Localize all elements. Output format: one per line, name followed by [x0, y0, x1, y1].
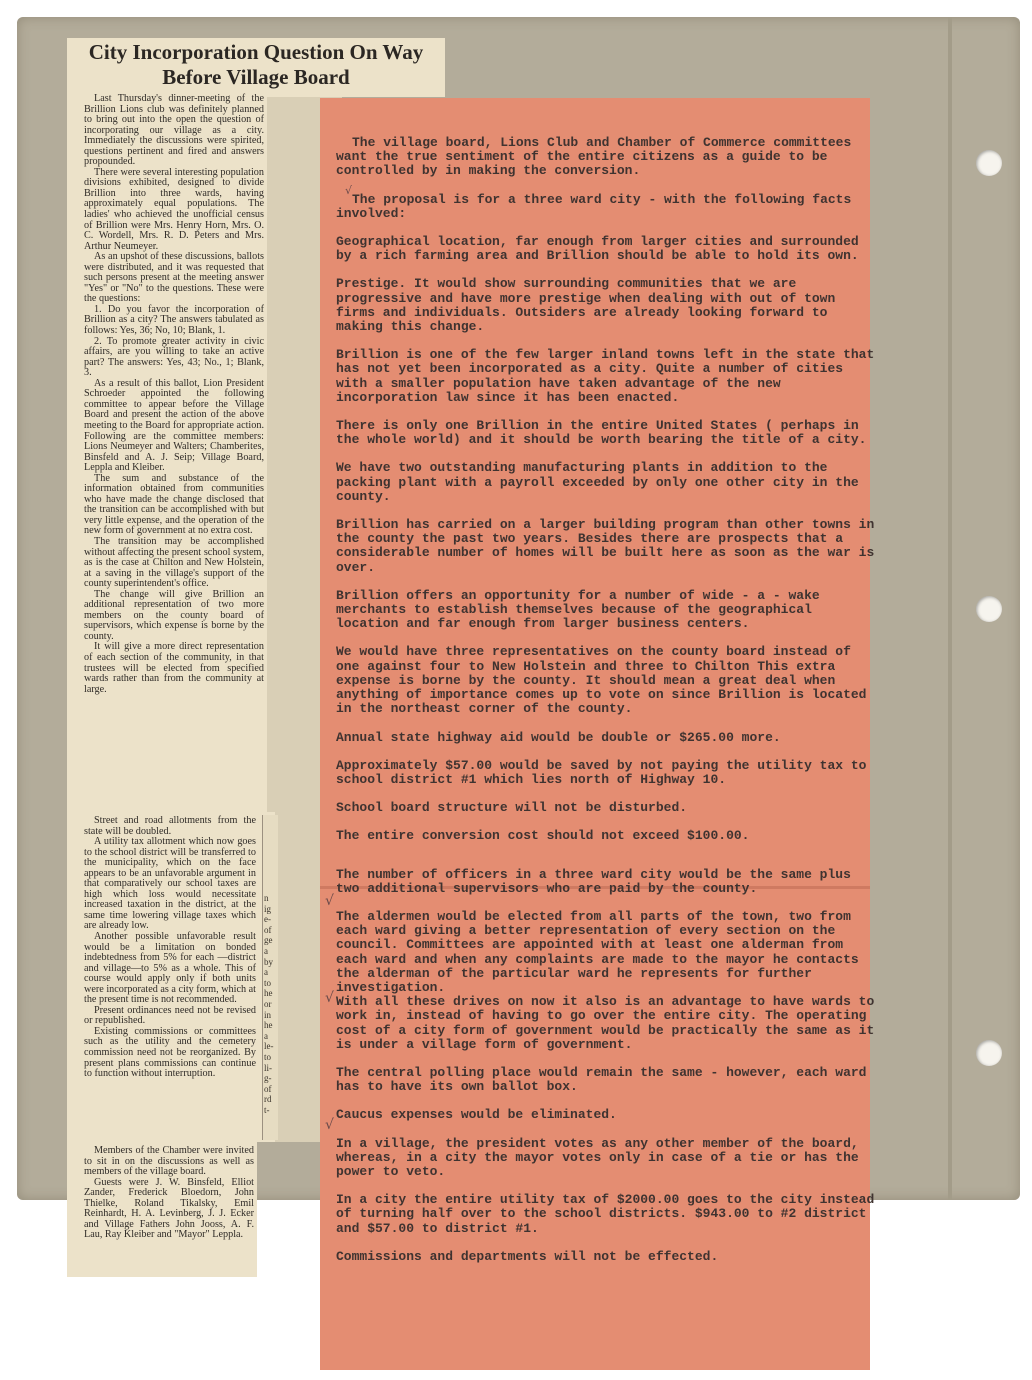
memo-paragraph-10: We would have three representatives on the county board instead of one against four to New Holstein and three to Chilton This extra expense is borne by the county. It should mean a great deal when anything of importance comes up to vote on since Brillion is located in the northeast corner of the county. — [336, 644, 867, 717]
binder-hole-top — [976, 150, 1002, 176]
clipping-column-2 — [84, 816, 256, 1080]
fragment-5: ge — [264, 935, 273, 946]
page-fold-line — [948, 17, 952, 1200]
clipping-paragraph-9: The change will give Brillion an additional representation of two more members on the county board of supervisors, which expense is borne by the county. — [84, 588, 264, 642]
fragment-8: a — [264, 967, 268, 978]
check-mark-3: √ — [325, 1117, 334, 1133]
memo-paragraph-15: The number of officers in a three ward city would be the same plus two additional supervisors who are paid by the county. — [336, 866, 851, 896]
clipping-paragraph-b-2: A utility tax allotment which now goes to the school district will be transferred to the municipality, which on the face appears to be an unfavorable argument in that comparatively our school taxes are high which loss would necessitate increased taxation in the district, at the same time lowering village taxes which are already low. — [84, 836, 256, 932]
check-mark-2: √ — [325, 990, 334, 1006]
memo-body — [336, 136, 876, 1264]
memo-paragraph-6: There is only one Brillion in the entire United States ( perhaps in the whole world) and it should be worth bearing the title of a city. — [336, 418, 867, 448]
fragment-14: he — [264, 1020, 273, 1031]
clipping-paragraph-10: It will give a more direct representation of each section of the community, in that trustees will be elected from specified wards rather than from the community at large. — [84, 641, 264, 695]
fragment-20: of — [264, 1083, 272, 1094]
clipping-column-3 — [84, 1146, 254, 1241]
fragment-2: ig — [264, 903, 272, 914]
fragment-16: le- — [264, 1041, 274, 1052]
clipping-paragraph-b-3: Another possible unfavorable result would be a limitation on bonded indebtedness from 5% for each —district and village—to 5% as a whole. This of course would apply only if both units were incorporated as a city form, which at the present time is not recommended. — [84, 931, 256, 1006]
memo-paragraph-2: The proposal is for a three ward city - with the following facts involved: — [336, 191, 852, 221]
fragment-1: n — [264, 893, 269, 903]
clipping-paragraph-1: Last Thursday's dinner-meeting of the Brillion Lions club was definitely planned to bring out into the open the question of incorporating our village as a city. Immediately the discussions were spirited, questions pertinent and fired and answers propounded. — [84, 93, 264, 168]
memo-paragraph-21: In a city the entire utility tax of $2000.00 goes to the city instead of turning half over to the school districts. $943.00 to #2 district and $57.00 to district #1. — [336, 1192, 875, 1236]
memo-paragraph-3: Geographical location, far enough from larger cities and surrounded by a rich farming area and Brillion should be able to hold its own. — [336, 234, 859, 264]
memo-paragraph-19: Caucus expenses would be eliminated. — [336, 1107, 617, 1123]
fragment-11: or — [264, 998, 272, 1009]
clipping-paragraph-c-1: Members of the Chamber were invited to sit in on the discussions as well as members of the village board. — [84, 1145, 254, 1178]
memo-paragraph-22: Commissions and departments will not be effected. — [336, 1248, 719, 1264]
memo-paragraph-13: School board structure will not be disturbed. — [336, 800, 688, 816]
fragment-19: g- — [264, 1073, 272, 1084]
memo-paragraph-5: Brillion is one of the few larger inland towns left in the state that has not yet been incorporated as a city. Quite a number of cities with a smaller population have taken advantage of the new incorporation law since it has been enacted. — [336, 347, 875, 405]
clipping-headline: City Incorporation Question On Way Before Village Board — [88, 40, 424, 89]
fragment-17: to — [264, 1051, 272, 1062]
clipping-paragraph-b-1: Street and road allotments from the state will be doubled. — [84, 815, 256, 837]
clipping-paragraph-7: The sum and substance of the information obtained from communities who have made the change disclosed that the transition can be accomplished with but very little expense, and the operation of the new form of government at no extra cost. — [84, 472, 264, 537]
fragment-9: to — [264, 977, 272, 988]
clipping-paragraph-3: As an upshot of these discussions, ballots were distributed, and it was requested that such persons present at the meeting answer "Yes" or "No" to the questions. These were the questions: — [84, 251, 264, 305]
check-mark-4: √ — [345, 184, 353, 197]
binder-hole-bottom — [976, 1040, 1002, 1066]
fragment-3: e- — [264, 914, 271, 925]
memo-paragraph-12: Approximately $57.00 would be saved by not paying the utility tax to school district #1 which lies north of Highway 10. — [336, 757, 867, 787]
fragment-13: in — [264, 1009, 272, 1020]
clipping-column-1 — [84, 94, 264, 695]
memo-paragraph-4: Prestige. It would show surrounding communities that we are progressive and have more prestige when dealing with out of town firms and individuals. Outsiders are already looking forward to making this change. — [336, 276, 836, 335]
fragment-15: a — [264, 1030, 268, 1041]
fragment-21: rd — [264, 1094, 272, 1105]
memo-paragraph-17: With all these drives on now it also is an advantage to have wards to work in, instead of having to go over the entire city. The operating cost of a city form of government would be practically the same as it is under a village form of government. — [336, 994, 875, 1052]
memo-paragraph-20: In a village, the president votes as any other member of the board, whereas, in a city the mayor votes only in case of a tie or has the power to veto. — [336, 1135, 859, 1179]
fragment-18: li- — [264, 1062, 272, 1073]
clipping-paragraph-b-4: Present ordinances need not be revised or republished. — [84, 1004, 256, 1027]
memo-paragraph-9: Brillion offers an opportunity for a number of wide - a - wake merchants to establish themselves because of the geographical location and far enough from larger business centers. — [336, 587, 820, 632]
clipping-paragraph-c-2: Guests were J. W. Binsfeld, Elliot Zander, Frederick Bloedorn, John Thielke, Roland Tikalsky, Emil Reinhardt, H. A. Levinberg, J. J. Ecker and Village Fathers John Jooss, A. F. Lau, Ray Kleiber and "Mayor" Leppla. — [84, 1176, 254, 1241]
clipping-paragraph-5: 2. To promote greater activity in civic affairs, are you willing to take an active part? The answers: Yes, 43; No., 1; Blank, 3. — [84, 335, 264, 379]
memo-paragraph-14: The entire conversion cost should not exceed $100.00. — [336, 828, 750, 844]
memo-paragraph-1: The village board, Lions Club and Chamber of Commerce committees want the true sentiment of the entire citizens as a guide to be controlled by in making the conversion. — [336, 135, 852, 179]
clipping-paragraph-8: The transition may be accomplished without affecting the present school system, as is the case at Chilton and New Holstein, at a saving in the village's support of the county superintendent's office. — [84, 535, 264, 590]
memo-paragraph-18: The central polling place would remain the same - however, each ward has to have its own ballot box. — [336, 1064, 867, 1095]
clipping-fragment-strip — [264, 893, 274, 1115]
check-mark-1: √ — [325, 893, 334, 909]
memo-paragraph-16: The aldermen would be elected from all parts of the town, two from each ward giving a better representation of every section on the council. Committees are appointed with at least one alderman from each ward and when any complaints are made to the mayor he contacts the alderman of the particular ward he represents for further investigation. — [336, 908, 859, 995]
fragment-10: he — [264, 988, 273, 999]
fragment-6: a — [264, 945, 268, 956]
binder-hole-middle — [976, 596, 1002, 622]
fragment-7: by — [264, 956, 273, 967]
memo-paragraph-7: We have two outstanding manufacturing plants in addition to the packing plant with a payroll exceeded by only one other city in the county. — [336, 460, 859, 504]
clipping-paragraph-6: As a result of this ballot, Lion President Schroeder appointed the following committee to appear before the Village Board and present the action of the above meeting to the Board for appropriate action. Following are the committee members: Lions Neumeyer and Walters; Chamberites, Binsfeld and A. J. Seip; Village Board, Leppla and Kleiber. — [84, 377, 264, 474]
fragment-22: t- — [264, 1104, 270, 1115]
fragment-4: of — [264, 924, 272, 935]
clipping-paragraph-2: There were several interesting population divisions exhibited, designed to divide Brillion into three wards, having approximately equal populations. The ladies' who achieved the unofficial census of Brillion were Mrs. Henry Horn, Mrs. O. C. Wordell, Mrs. R. D. Peters and Mrs. Arthur Neumeyer. — [84, 166, 264, 252]
memo-paragraph-8: Brillion has carried on a larger building program than other towns in the county the past two years. Besides there are prospects that a considerable number of homes will be built here as soon as the war is over. — [336, 517, 875, 575]
clipping-paragraph-b-5: Existing commissions or committees such as the utility and the cemetery commission need not be reorganized. By present plans commissions can continue to function without interruption. — [84, 1025, 256, 1080]
clipping-paragraph-4: 1. Do you favor the incorporation of Brillion as a city? The answers tabulated as follows: Yes, 36; No, 10; Blank, 1. — [84, 303, 264, 337]
memo-paragraph-11: Annual state highway aid would be double or $265.00 more. — [336, 729, 781, 745]
